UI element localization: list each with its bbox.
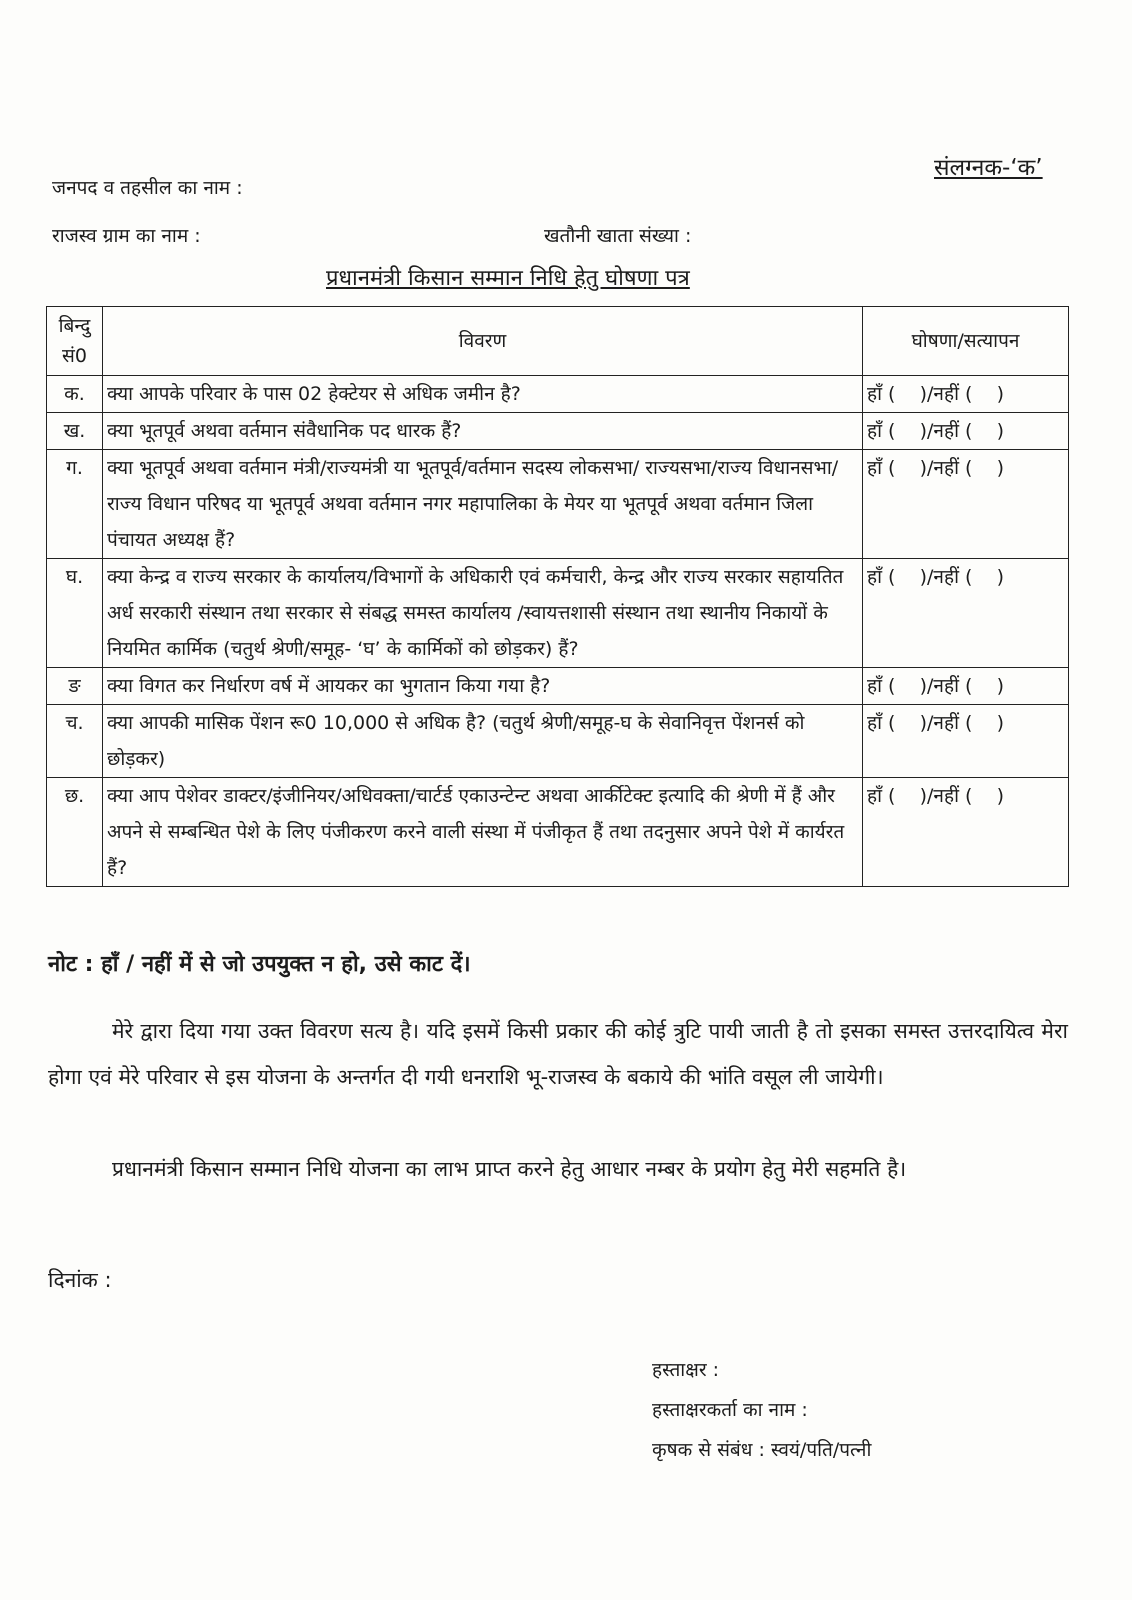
signature-label: हस्ताक्षर : [652,1359,720,1381]
district-tehsil-label: जनपद व तहसील का नाम : [52,177,243,199]
annexure-label: संलग्नक-‘क’ [934,155,1043,181]
row-number: ङ [47,668,103,705]
row-question: क्या आपकी मासिक पेंशन रू0 10,000 से अधिक है? (चतुर्थ श्रेणी/समूह-घ के सेवानिवृत्त पेंशनर्स को छोड़कर) [103,705,863,778]
row-question: क्या भूतपूर्व अथवा वर्तमान मंत्री/राज्यमंत्री या भूतपूर्व/वर्तमान सदस्य लोकसभा/ राज्यसभा/राज्य विधानसभा/राज्य विधान परिषद या भूतपूर्व अथवा वर्तमान नगर महापालिका के मेयर या भूतपूर्व अथवा वर्तमान जिला पंचायत अध्यक्ष हैं? [103,450,863,559]
yes-no-answer[interactable]: हाँ ( )/नहीं ( ) [863,668,1069,705]
yes-no-answer[interactable]: हाँ ( )/नहीं ( ) [863,376,1069,413]
yes-no-answer[interactable]: हाँ ( )/नहीं ( ) [863,450,1069,559]
row-question: क्या केन्द्र व राज्य सरकार के कार्यालय/विभागों के अधिकारी एवं कर्मचारी, केन्द्र और राज्य सरकार सहायतित अर्ध सरकारी संस्थान तथा सरकार से संबद्ध समस्त कार्यालय /स्वायत्तशासी संस्थान तथा स्थानीय निकायों के नियमित कार्मिक (चतुर्थ श्रेणी/समूह- ‘घ’ के कार्मिकों को छोड़कर) हैं? [103,559,863,668]
row-number: क. [47,376,103,413]
page-title: प्रधानमंत्री किसान सम्मान निधि हेतु घोषणा पत्र [326,266,690,291]
relation-label: कृषक से संबंध : स्वयं/पति/पत्नी [652,1439,872,1461]
row-number: घ. [47,559,103,668]
table-header-row [47,307,1069,376]
consent-paragraph: प्रधानमंत्री किसान सम्मान निधि योजना का लाभ प्राप्त करने हेतु आधार नम्बर के प्रयोग हेतु मेरी सहमति है। [112,1157,907,1181]
table-row [47,450,1069,559]
khatauni-khata-label: खतौनी खाता संख्या : [544,225,692,247]
row-question: क्या भूतपूर्व अथवा वर्तमान संवैधानिक पद धारक हैं? [103,413,863,450]
revenue-village-label: राजस्व ग्राम का नाम : [52,225,201,247]
row-number: ख. [47,413,103,450]
table-row [47,376,1069,413]
date-label: दिनांक : [48,1268,112,1292]
row-question: क्या आप पेशेवर डाक्टर/इंजीनियर/अधिवक्ता/चार्टर्ड एकाउन्टेन्ट अथवा आर्कीटेक्ट इत्यादि की श्रेणी में हैं और अपने से सम्बन्धित पेशे के लिए पंजीकरण करने वाली संस्था में पंजीकृत हैं तथा तदनुसार अपने पेशे में कार्यरत हैं? [103,778,863,887]
row-number: च. [47,705,103,778]
table-row [47,778,1069,887]
table-row [47,559,1069,668]
signatory-name-label: हस्ताक्षरकर्ता का नाम : [652,1399,808,1421]
declaration-paragraph: मेरे द्वारा दिया गया उक्त विवरण सत्य है। यदि इसमें किसी प्रकार की कोई त्रुटि पायी जाती है तो इसका समस्त उत्तरदायित्व मेरा होगा एवं मेरे परिवार से इस योजना के अन्तर्गत दी गयी धनराशि भू-राजस्व के बकाये की भांति वसूल ली जायेगी। [48,1019,1068,1089]
table-row [47,413,1069,450]
note-text: नोट : हाँ / नहीं में से जो उपयुक्त न हो, उसे काट दें। [48,952,471,977]
table-row [47,668,1069,705]
row-number: छ. [47,778,103,887]
declaration-table [46,306,1069,887]
yes-no-answer[interactable]: हाँ ( )/नहीं ( ) [863,778,1069,887]
yes-no-answer[interactable]: हाँ ( )/नहीं ( ) [863,559,1069,668]
header-declaration: घोषणा/सत्यापन [863,307,1069,376]
row-number: ग. [47,450,103,559]
row-question: क्या आपके परिवार के पास 02 हेक्टेयर से अधिक जमीन है? [103,376,863,413]
header-description: विवरण [103,307,863,376]
yes-no-answer[interactable]: हाँ ( )/नहीं ( ) [863,705,1069,778]
row-question: क्या विगत कर निर्धारण वर्ष में आयकर का भुगतान किया गया है? [103,668,863,705]
yes-no-answer[interactable]: हाँ ( )/नहीं ( ) [863,413,1069,450]
header-point-no: बिन्दु सं0 [47,307,103,376]
table-row [47,705,1069,778]
